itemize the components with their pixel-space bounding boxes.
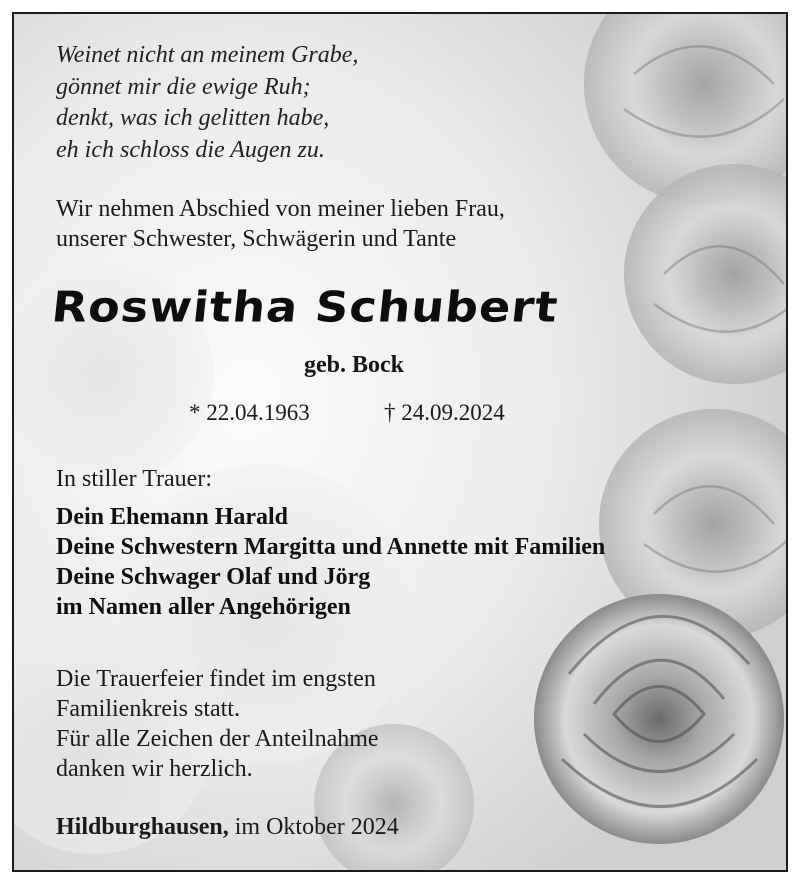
birth-date: * 22.04.1963 (189, 400, 310, 425)
place-and-date (56, 814, 399, 841)
maiden-name: geb. Bock (303, 352, 404, 378)
mourning-label: In stiller Trauer: (56, 466, 212, 492)
intro-line: unserer Schwester, Schwägerin und Tante (56, 226, 457, 252)
funeral-note (56, 664, 379, 784)
poem-line: denkt, was ich gelitten habe, (56, 105, 330, 131)
poem-line: gönnet mir die ewige Ruh; (56, 73, 311, 100)
note-line: Für alle Zeichen der Anteilnahme (56, 726, 379, 752)
date: im Oktober 2024 (234, 814, 399, 840)
note-line: danken wir herzlich. (56, 756, 253, 782)
mourner-line: im Namen aller Angehörigen (56, 594, 351, 620)
mourner-line: Deine Schwestern Margitta und Annette mit Familien (56, 534, 606, 560)
poem (56, 40, 358, 166)
mourners-list (56, 502, 605, 622)
obituary-card (12, 12, 788, 872)
poem-line: eh ich schloss die Augen zu. (56, 136, 325, 163)
mourner-line: Deine Schwager Olaf und Jörg (56, 564, 371, 590)
deceased-name: Roswitha Schubert (49, 282, 561, 332)
note-line: Familienkreis statt. (56, 696, 240, 722)
death-date: † 24.09.2024 (384, 400, 505, 425)
mourner-line: Dein Ehemann Harald (56, 504, 289, 530)
place: Hildburghausen, (56, 814, 229, 840)
note-line: Die Trauerfeier findet im engsten (56, 666, 376, 692)
intro-line: Wir nehmen Abschied von meiner lieben Frau, (56, 196, 505, 222)
poem-line: Weinet nicht an meinem Grabe, (56, 42, 359, 68)
farewell-intro (56, 194, 505, 254)
